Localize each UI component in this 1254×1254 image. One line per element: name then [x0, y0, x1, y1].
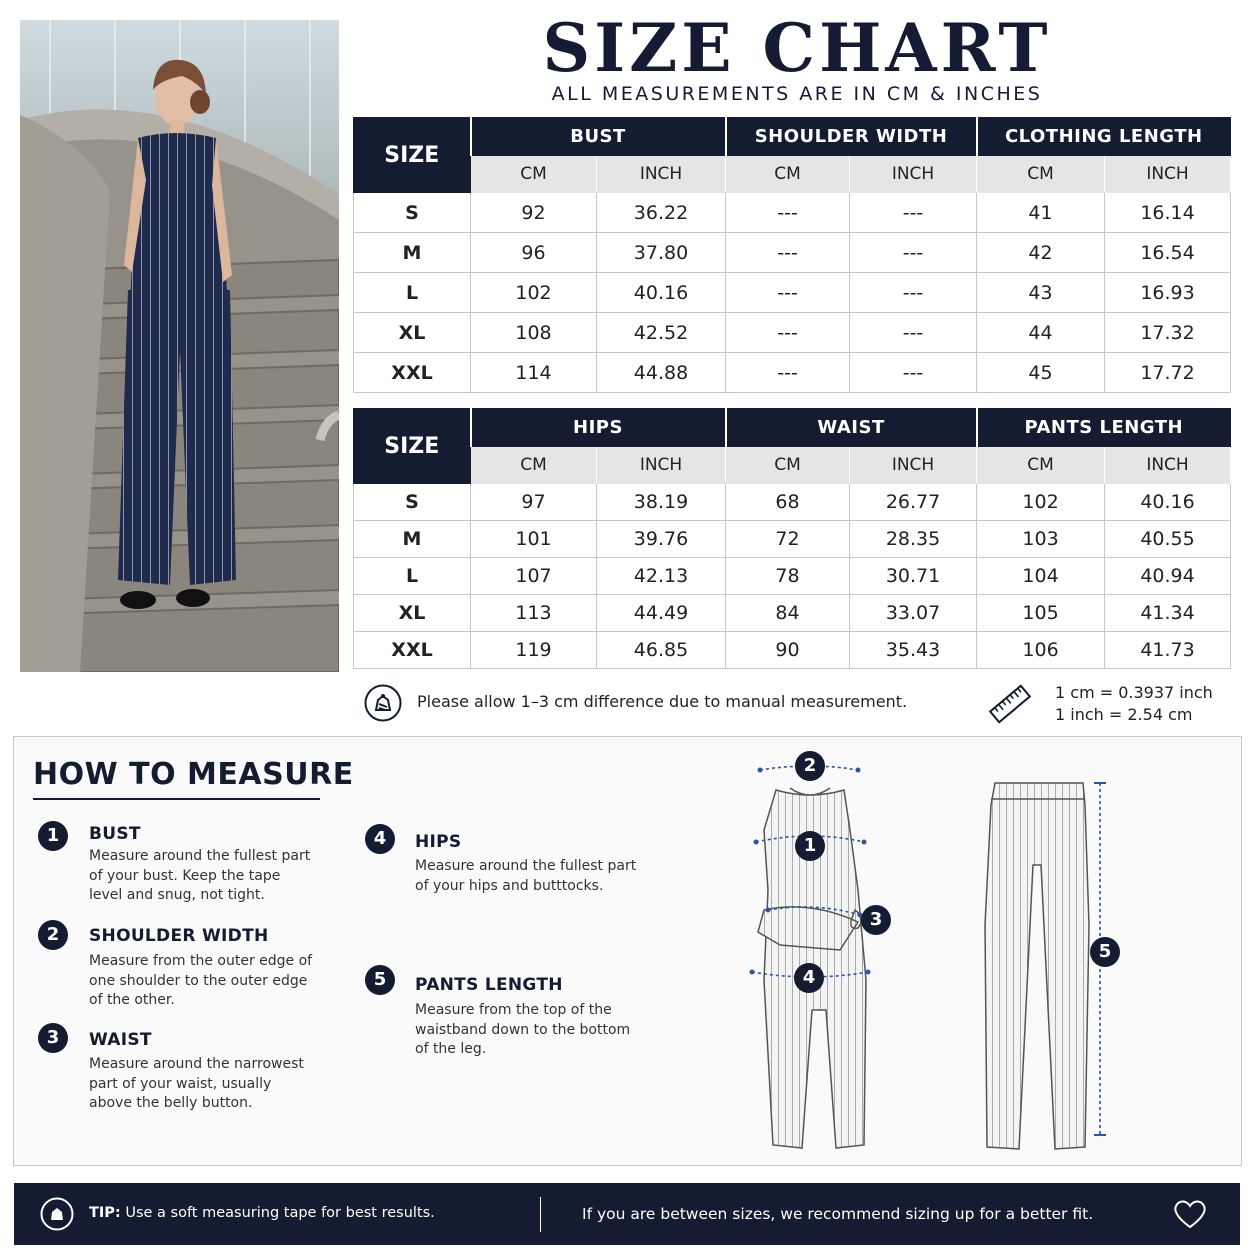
group-header-bust: BUST — [471, 118, 726, 156]
table-cell: 26.77 — [850, 484, 977, 521]
table-cell: 41 — [977, 193, 1105, 233]
table-cell: 42.52 — [597, 313, 726, 353]
table-row — [354, 558, 1231, 595]
table-cell: 44.49 — [597, 595, 726, 632]
page-title: SIZE CHART — [542, 9, 1052, 87]
ruler-icon — [988, 684, 1032, 724]
table-cell: 97 — [471, 484, 597, 521]
desc-line: of the other. — [89, 992, 175, 1008]
conversion-inch: 1 inch = 2.54 cm — [1055, 705, 1193, 724]
table-cell: 43 — [977, 273, 1105, 313]
table-row — [354, 273, 1231, 313]
size-label: S — [354, 193, 471, 233]
size-label: M — [354, 521, 471, 558]
step-desc-pants-length — [415, 1001, 630, 1060]
unit-header: CM — [977, 156, 1105, 193]
table-cell: 30.71 — [850, 558, 977, 595]
heart-icon — [1172, 1198, 1208, 1230]
table-cell: --- — [726, 353, 850, 393]
table-cell: 40.94 — [1105, 558, 1231, 595]
table-cell: 40.16 — [1105, 484, 1231, 521]
tip-label: TIP: — [89, 1205, 121, 1221]
size-table-top — [353, 117, 1231, 393]
table-cell: 101 — [471, 521, 597, 558]
table-cell: 68 — [726, 484, 850, 521]
model-photo — [20, 20, 339, 672]
step-number: 5 — [365, 965, 395, 995]
step-title-shoulder-width: SHOULDER WIDTH — [89, 926, 269, 946]
unit-header: INCH — [1105, 156, 1231, 193]
table-cell: 114 — [471, 353, 597, 393]
table-cell: --- — [850, 273, 977, 313]
size-label: XXL — [354, 353, 471, 393]
table-cell: 90 — [726, 632, 850, 669]
step-desc-waist — [89, 1055, 304, 1114]
table-cell: 44.88 — [597, 353, 726, 393]
table-cell: 102 — [471, 273, 597, 313]
step-number: 2 — [38, 920, 68, 950]
table-cell: 96 — [471, 233, 597, 273]
table-cell: 108 — [471, 313, 597, 353]
table-cell: 37.80 — [597, 233, 726, 273]
step-number: 4 — [365, 824, 395, 854]
hand-tape-icon — [364, 684, 402, 722]
desc-line: above the belly button. — [89, 1095, 253, 1111]
table-cell: 102 — [977, 484, 1105, 521]
table-cell: 41.34 — [1105, 595, 1231, 632]
step-number: 1 — [38, 821, 68, 851]
desc-line: Measure around the narrowest — [89, 1056, 304, 1072]
diagram-marker-1: 1 — [795, 831, 825, 861]
table-cell: 16.93 — [1105, 273, 1231, 313]
table-cell: 107 — [471, 558, 597, 595]
unit-header: INCH — [597, 156, 726, 193]
table-cell: 16.14 — [1105, 193, 1231, 233]
step-desc-shoulder-width — [89, 952, 312, 1011]
desc-line: Measure around the fullest part — [89, 848, 311, 864]
table-cell: 17.32 — [1105, 313, 1231, 353]
table-cell: --- — [850, 233, 977, 273]
step-desc-hips — [415, 857, 636, 896]
desc-line: of the leg. — [415, 1041, 487, 1057]
group-header-clothing-length: CLOTHING LENGTH — [977, 118, 1231, 156]
desc-line: of your bust. Keep the tape — [89, 867, 281, 884]
table-cell: 84 — [726, 595, 850, 632]
desc-line: level and snug, not tight. — [89, 887, 265, 903]
table-cell: 17.72 — [1105, 353, 1231, 393]
step-title-hips: HIPS — [415, 832, 462, 852]
step-title-pants-length: PANTS LENGTH — [415, 975, 563, 995]
table-cell: 38.19 — [597, 484, 726, 521]
table-cell: 72 — [726, 521, 850, 558]
table-row — [354, 595, 1231, 632]
table-cell: 113 — [471, 595, 597, 632]
unit-header: INCH — [597, 447, 726, 484]
table-cell: --- — [726, 273, 850, 313]
unit-header: CM — [726, 156, 850, 193]
table-cell: 92 — [471, 193, 597, 233]
unit-header: CM — [726, 447, 850, 484]
table-cell: --- — [726, 233, 850, 273]
diagram-marker-5: 5 — [1090, 937, 1120, 967]
desc-line: one shoulder to the outer edge — [89, 972, 308, 989]
table-row — [354, 233, 1231, 273]
table-cell: 40.55 — [1105, 521, 1231, 558]
table-cell: 28.35 — [850, 521, 977, 558]
table-cell: 33.07 — [850, 595, 977, 632]
how-to-measure-heading: HOW TO MEASURE — [33, 757, 354, 792]
unit-header: CM — [471, 156, 597, 193]
desc-line: of your hips and butttocks. — [415, 877, 604, 894]
desc-line: Measure from the top of the — [415, 1002, 612, 1018]
unit-header: CM — [471, 447, 597, 484]
table-cell: 16.54 — [1105, 233, 1231, 273]
size-label: XL — [354, 313, 471, 353]
unit-header: CM — [977, 447, 1105, 484]
table-cell: 42.13 — [597, 558, 726, 595]
table-cell: --- — [726, 193, 850, 233]
step-desc-bust — [89, 847, 310, 906]
table-row — [354, 193, 1231, 233]
footer-advice: If you are between sizes, we recommend sizing up for a better fit. — [582, 1205, 1094, 1223]
size-header: SIZE — [354, 118, 471, 193]
desc-line: Measure around the fullest part — [415, 858, 637, 874]
size-label: XL — [354, 595, 471, 632]
size-header: SIZE — [354, 409, 471, 484]
table-cell: 36.22 — [597, 193, 726, 233]
table-cell: 35.43 — [850, 632, 977, 669]
size-label: XXL — [354, 632, 471, 669]
diagram-marker-4: 4 — [794, 963, 824, 993]
size-label: L — [354, 558, 471, 595]
conversion-cm: 1 cm = 0.3937 inch — [1055, 683, 1213, 702]
size-label: S — [354, 484, 471, 521]
unit-header: INCH — [1105, 447, 1231, 484]
desc-line: Measure from the outer edge of — [89, 953, 313, 969]
table-row — [354, 521, 1231, 558]
step-title-waist: WAIST — [89, 1030, 152, 1050]
table-row — [354, 632, 1231, 669]
size-table-bottom — [353, 408, 1231, 669]
group-header-pants-length: PANTS LENGTH — [977, 409, 1231, 447]
table-cell: 42 — [977, 233, 1105, 273]
heading-underline — [33, 798, 320, 800]
page-subtitle: ALL MEASUREMENTS ARE IN CM & INCHES — [551, 83, 1043, 105]
group-header-hips: HIPS — [471, 409, 726, 447]
difference-note: Please allow 1–3 cm difference due to manual measurement. — [417, 692, 908, 711]
table-cell: --- — [850, 193, 977, 233]
desc-line: waistband down to the bottom — [415, 1021, 631, 1038]
table-cell: 40.16 — [597, 273, 726, 313]
table-cell: 103 — [977, 521, 1105, 558]
group-header-shoulder-width: SHOULDER WIDTH — [726, 118, 977, 156]
unit-header: INCH — [850, 447, 977, 484]
desc-line: part of your waist, usually — [89, 1075, 272, 1092]
unit-header: INCH — [850, 156, 977, 193]
table-cell: 44 — [977, 313, 1105, 353]
table-cell: 41.73 — [1105, 632, 1231, 669]
step-number: 3 — [38, 1023, 68, 1053]
table-cell: 39.76 — [597, 521, 726, 558]
group-header-waist: WAIST — [726, 409, 977, 447]
table-row — [354, 484, 1231, 521]
table-cell: 45 — [977, 353, 1105, 393]
footer-tip — [89, 1205, 435, 1221]
table-cell: 78 — [726, 558, 850, 595]
table-cell: --- — [850, 353, 977, 393]
diagram-marker-3: 3 — [861, 905, 891, 935]
size-label: L — [354, 273, 471, 313]
tape-tip-icon — [40, 1197, 74, 1231]
diagram-marker-2: 2 — [795, 751, 825, 781]
table-cell: 46.85 — [597, 632, 726, 669]
step-title-bust: BUST — [89, 824, 141, 844]
pants-diagram — [975, 775, 1115, 1155]
table-cell: --- — [850, 313, 977, 353]
jumpsuit-diagram — [740, 750, 900, 1155]
table-row — [354, 353, 1231, 393]
table-row — [354, 313, 1231, 353]
table-cell: --- — [726, 313, 850, 353]
table-cell: 105 — [977, 595, 1105, 632]
table-cell: 106 — [977, 632, 1105, 669]
table-cell: 119 — [471, 632, 597, 669]
size-label: M — [354, 233, 471, 273]
tip-text: Use a soft measuring tape for best results. — [125, 1205, 435, 1221]
table-cell: 104 — [977, 558, 1105, 595]
footer-divider — [540, 1197, 541, 1232]
